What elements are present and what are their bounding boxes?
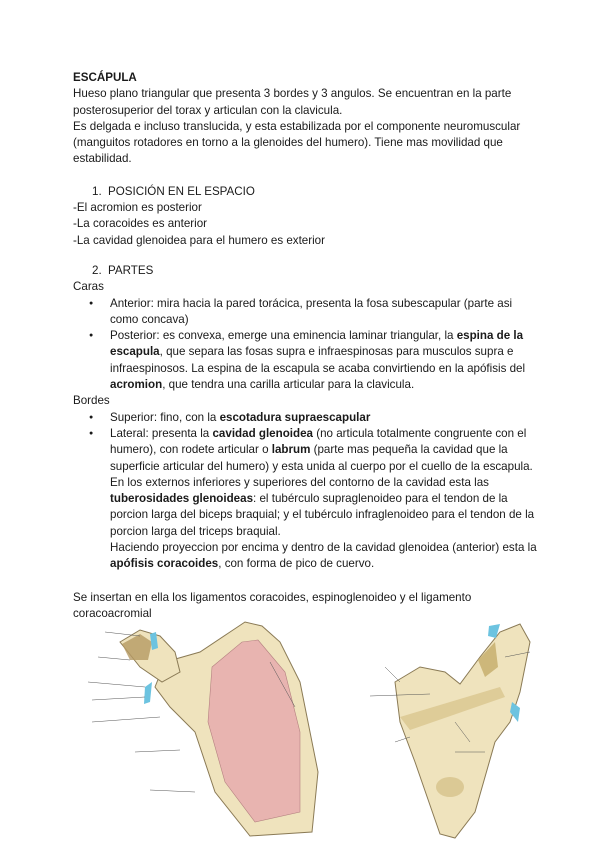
caras-list [73, 296, 543, 394]
bold-term: apófisis coracoides [110, 557, 219, 571]
position-line: -El acromion es posterior [73, 201, 202, 215]
section-number: 2. [92, 263, 102, 277]
intro-paragraph-1: Hueso plano triangular que presenta 3 bordes y 3 angulos. Se encuentran en la parte posterosuperior del torax y articulan con la clavicula. [73, 87, 512, 117]
list-item [73, 296, 543, 329]
caras-label: Caras [73, 280, 104, 294]
section-number: 1. [92, 184, 102, 198]
position-line: -La cavidad glenoidea para el humero es exterior [73, 233, 325, 247]
document-page [73, 70, 543, 622]
section-2-heading [73, 263, 543, 279]
text-segment: : el tubérculo supraglenoideo para el tendon de la porcion larga del biceps braquial; y el tubérculo infraglenoideo para el tendon de la porcion larga del triceps braquial. [110, 492, 535, 538]
text-segment: Superior: fino, con la [110, 410, 220, 424]
text-segment: (parte mas pequeña la cavidad que la superficie articular del humero) y esta unida al cuerpo por el cuello de la escapula. En los externos inferiores y superiores del contorno de la cavidad esta las [110, 443, 533, 489]
section-heading-text: PARTES [108, 263, 154, 277]
bold-term: cavidad glenoidea [212, 426, 313, 440]
section-heading-text: POSICIÓN EN EL ESPACIO [108, 184, 255, 198]
text-segment: Haciendo proyeccion por encima y dentro de la cavidad glenoidea (anterior) esta la [110, 541, 537, 555]
closing-paragraph: Se insertan en ella los ligamentos coracoides, espinoglenoideo y el ligamento coracoacromial [73, 590, 472, 620]
section-1-heading [73, 184, 543, 200]
bordes-label: Bordes [73, 394, 110, 408]
intro-paragraph-2: Es delgada e incluso translucida, y esta estabilizada por el componente neuromuscular (manguitos rotadores en torno a la glenoides del humero). Tiene mas movilidad que estabilidad. [73, 119, 521, 166]
bold-term: acromion [110, 378, 163, 392]
text-segment: (no articula totalmente congruente con el humero), con rodete articular o [110, 426, 527, 457]
bold-term: escotadura supraescapular [219, 410, 371, 424]
scapula-posterior-figure [370, 624, 530, 838]
text-segment: Posterior: es convexa, emerge una eminencia laminar triangular, la [110, 329, 457, 343]
bordes-list [73, 410, 543, 573]
bold-term: tuberosidades glenoideas [110, 492, 254, 506]
text-segment: Anterior: mira hacia la pared torácica, presenta la fosa subescapular (parte asi como concava) [110, 296, 513, 326]
bold-term: espina de la escapula [110, 329, 524, 359]
list-item [73, 426, 543, 573]
list-item [73, 410, 543, 426]
text-segment: , con forma de pico de cuervo. [218, 557, 375, 571]
scapula-anterior-figure [88, 622, 318, 836]
position-line: -La coracoides es anterior [73, 217, 208, 231]
bold-term: labrum [271, 443, 311, 457]
text-segment: , que tendra una carilla articular para la clavicula. [162, 378, 415, 392]
text-segment: Lateral: presenta la [110, 426, 213, 440]
scapula-illustrations [0, 612, 600, 848]
text-segment: , que separa las fosas supra e infraespinosas para musculos supra e infraespinosos. La espina de la escapula se acaba convirtiendo en la apófisis del [110, 345, 526, 375]
list-item [73, 328, 543, 393]
page-title: ESCÁPULA [73, 71, 137, 84]
